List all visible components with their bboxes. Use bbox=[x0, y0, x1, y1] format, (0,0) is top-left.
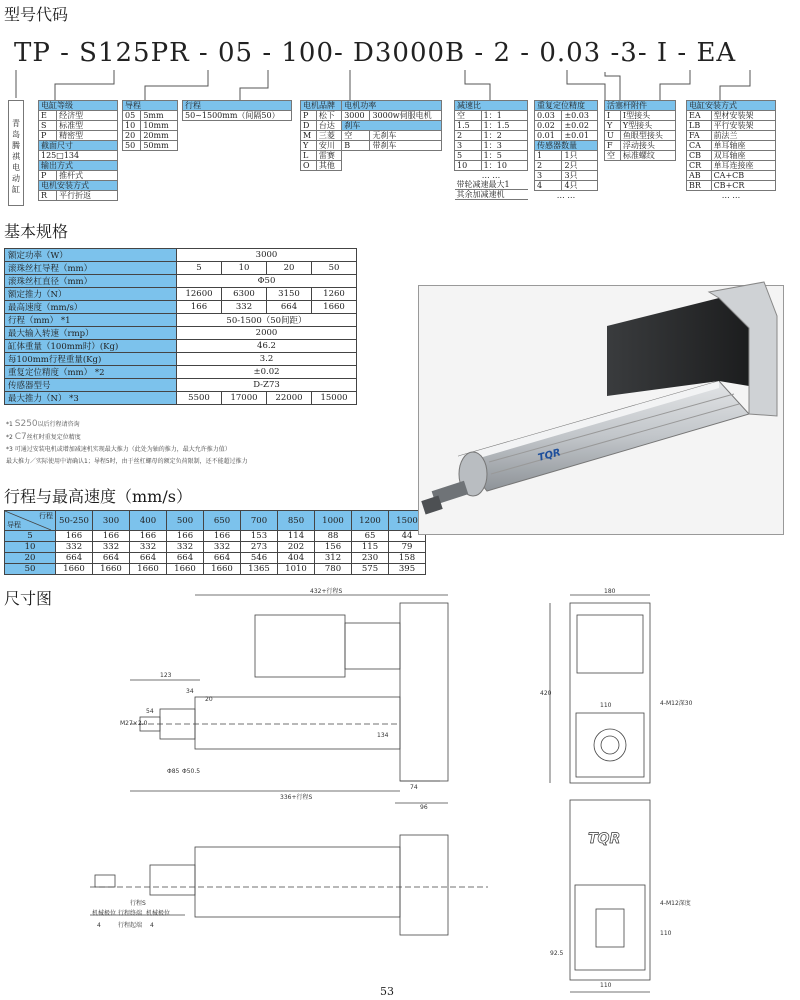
spec-value: 332 bbox=[222, 301, 267, 314]
dim-54: 54 bbox=[146, 708, 154, 715]
rod-end-code: F bbox=[605, 141, 621, 151]
series-header: 电缸等级 bbox=[39, 101, 118, 111]
lead-cell: 50 bbox=[5, 564, 56, 575]
accuracy-code: 0.02 bbox=[535, 121, 562, 131]
speed-cell: 664 bbox=[93, 553, 130, 564]
stroke-header-cell: 50-250 bbox=[56, 511, 93, 531]
speed-cell: 166 bbox=[93, 531, 130, 542]
spec-table bbox=[4, 248, 357, 405]
spec-value: 50-1500（50间距） bbox=[177, 314, 357, 327]
speed-corner-cell bbox=[5, 511, 56, 531]
spec-value: ±0.02 bbox=[177, 366, 357, 379]
dim-phi85: Φ85 bbox=[167, 768, 180, 775]
motor-mount-header: 电机安装方式 bbox=[39, 181, 118, 191]
speed-cell: 395 bbox=[389, 564, 426, 575]
install-code: FA bbox=[687, 131, 712, 141]
label-4b: 4 bbox=[150, 922, 154, 929]
brand-code: P bbox=[301, 111, 317, 121]
speed-cell: 332 bbox=[204, 542, 241, 553]
ratio-desc: 1：10 bbox=[481, 161, 527, 171]
dim-phi50: Φ50.5 bbox=[182, 768, 201, 775]
speed-cell: 312 bbox=[315, 553, 352, 564]
spec-label: 缸体重量（100mm时）(Kg) bbox=[5, 340, 177, 353]
note-mark: *1 bbox=[6, 421, 13, 428]
stroke-header-cell: 1500 bbox=[389, 511, 426, 531]
brake-desc: 无刹车 bbox=[370, 131, 442, 141]
speed-cell: 575 bbox=[352, 564, 389, 575]
speed-cell: 332 bbox=[56, 542, 93, 553]
drawing-cylinder-body bbox=[195, 697, 400, 749]
install-code: BR bbox=[687, 181, 712, 191]
spec-label: 行程（mm） *1 bbox=[5, 314, 177, 327]
corner-bottom-label: 导程 bbox=[7, 521, 21, 529]
install-table bbox=[686, 100, 776, 200]
stroke-header-cell: 1200 bbox=[352, 511, 389, 531]
spec-label: 重复定位精度（mm） *2 bbox=[5, 366, 177, 379]
spec-value: 20 bbox=[267, 262, 312, 275]
ratio-desc: 1：2 bbox=[481, 131, 527, 141]
brand-code: Y bbox=[301, 141, 317, 151]
actuator-illustration bbox=[419, 286, 783, 534]
spec-value: Φ50 bbox=[177, 275, 357, 288]
speed-cell: 332 bbox=[167, 542, 204, 553]
label-stroke-end: 行程终端 bbox=[118, 910, 143, 917]
section-title-model-code: 型号代码 bbox=[4, 5, 69, 24]
speed-cell: 114 bbox=[278, 531, 315, 542]
dim-34: 34 bbox=[186, 688, 194, 695]
install-desc: 双耳轴座 bbox=[711, 151, 775, 161]
spec-value: 3150 bbox=[267, 288, 312, 301]
lead-desc: 5mm bbox=[141, 111, 178, 121]
note-big: C7 bbox=[14, 432, 27, 442]
sensor-code: 2 bbox=[535, 161, 562, 171]
spec-value: 3.2 bbox=[177, 353, 357, 366]
brand-desc: 安川 bbox=[316, 141, 341, 151]
power-code: 3000 bbox=[342, 111, 370, 121]
note-text: 以后行程请咨询 bbox=[37, 421, 80, 428]
dim-96: 96 bbox=[420, 804, 428, 811]
dim-110b: 110 bbox=[660, 930, 672, 937]
dim-bottom-length: 336+行程S bbox=[280, 794, 313, 801]
speed-cell: 332 bbox=[93, 542, 130, 553]
install-desc: 单耳连接座 bbox=[711, 161, 775, 171]
spec-value: 1260 bbox=[312, 288, 357, 301]
rod-end-desc: 标准螺纹 bbox=[620, 151, 675, 161]
spec-label: 滚珠丝杠导程（mm） bbox=[5, 262, 177, 275]
ratio-code: 1.5 bbox=[455, 121, 482, 131]
output-header: 输出方式 bbox=[39, 161, 118, 171]
spec-value: 6300 bbox=[222, 288, 267, 301]
label-4a: 4 bbox=[97, 922, 101, 929]
ratio-table bbox=[454, 100, 528, 200]
label-stroke-s: 行程S bbox=[130, 900, 146, 907]
ratio-note1: 带轮减速最大1 bbox=[455, 180, 528, 190]
speed-cell: 1660 bbox=[56, 564, 93, 575]
install-code: LB bbox=[687, 121, 712, 131]
speed-cell: 1660 bbox=[204, 564, 241, 575]
spec-label: 滚珠丝杠直径（mm） bbox=[5, 275, 177, 288]
ratio-desc: 1：3 bbox=[481, 141, 527, 151]
install-desc: CB+CR bbox=[711, 181, 775, 191]
section-header: 截面尺寸 bbox=[39, 141, 118, 151]
install-code: CA bbox=[687, 141, 712, 151]
speed-cell: 202 bbox=[278, 542, 315, 553]
install-code: CR bbox=[687, 161, 712, 171]
rod-end-code: U bbox=[605, 131, 621, 141]
dim-123: 123 bbox=[160, 672, 172, 679]
speed-cell: 1660 bbox=[93, 564, 130, 575]
speed-cell: 1660 bbox=[130, 564, 167, 575]
product-title-text: 青岛腾祺电动缸 bbox=[11, 119, 21, 196]
speed-cell: 153 bbox=[241, 531, 278, 542]
note-big: S250 bbox=[14, 419, 38, 429]
brake-header: 刹车 bbox=[342, 121, 442, 131]
label-mech-limit-1: 机械极位 bbox=[92, 910, 117, 917]
spec-label: 最高速度（mm/s） bbox=[5, 301, 177, 314]
lead-code: 50 bbox=[123, 141, 141, 151]
motor-power-header: 电机功率 bbox=[342, 101, 442, 111]
motor-mount-desc: 平行折返 bbox=[57, 191, 118, 201]
rod-end-table bbox=[604, 100, 676, 161]
spec-label: 额定推力（N） bbox=[5, 288, 177, 301]
output-code: P bbox=[39, 171, 57, 181]
accuracy-desc: ±0.02 bbox=[562, 121, 598, 131]
speed-cell: 65 bbox=[352, 531, 389, 542]
note-mark: *2 bbox=[6, 434, 13, 441]
sensor-desc: 4只 bbox=[562, 181, 598, 191]
sensor-desc: 3只 bbox=[562, 171, 598, 181]
dim-134: 134 bbox=[377, 732, 389, 739]
accuracy-table bbox=[534, 100, 598, 200]
brand-code: D bbox=[301, 121, 317, 131]
brand-desc: 雷赛 bbox=[316, 151, 341, 161]
accuracy-desc: ±0.01 bbox=[562, 131, 598, 141]
spec-label: 每100mm行程重量(Kg) bbox=[5, 353, 177, 366]
drawing-motor-housing bbox=[400, 603, 448, 781]
product-title-vertical bbox=[8, 100, 24, 206]
sensor-code: 4 bbox=[535, 181, 562, 191]
dim-74: 74 bbox=[410, 784, 418, 791]
lead-cell: 5 bbox=[5, 531, 56, 542]
note-text: 可通过安装电机或增加减速机实现最大推力（此处为轴的推力，最大允许推力值） bbox=[14, 446, 231, 453]
rod-end-code: Y bbox=[605, 121, 621, 131]
dim-total-length: 432+行程S bbox=[310, 588, 343, 595]
ratio-code: 10 bbox=[455, 161, 482, 171]
ratio-code: 3 bbox=[455, 141, 482, 151]
note-text: 丝杠时重复定位精度 bbox=[26, 434, 81, 441]
speed-cell: 273 bbox=[241, 542, 278, 553]
lead-cell: 10 bbox=[5, 542, 56, 553]
series-table bbox=[38, 100, 118, 201]
speed-cell: 1010 bbox=[278, 564, 315, 575]
ratio-code: 2 bbox=[455, 131, 482, 141]
rod-end-code: 空 bbox=[605, 151, 621, 161]
stroke-header-cell: 650 bbox=[204, 511, 241, 531]
brake-desc: 带刹车 bbox=[370, 141, 442, 151]
series-code: P bbox=[39, 131, 57, 141]
brand-code: L bbox=[301, 151, 317, 161]
spec-value: 5500 bbox=[177, 392, 222, 405]
dim-m27: M27×2.0 bbox=[120, 720, 148, 727]
lead-desc: 50mm bbox=[141, 141, 178, 151]
label-mech-limit-2: 机械极位 bbox=[146, 910, 171, 917]
lead-desc: 20mm bbox=[141, 131, 178, 141]
speed-cell: 79 bbox=[389, 542, 426, 553]
spec-value: 10 bbox=[222, 262, 267, 275]
label-stroke-start: 行程起端 bbox=[118, 922, 143, 929]
sensor-code: 1 bbox=[535, 151, 562, 161]
series-desc: 经济型 bbox=[57, 111, 118, 121]
dim-420: 420 bbox=[540, 690, 552, 697]
drawing-housing-2 bbox=[400, 835, 448, 935]
speed-cell: 156 bbox=[315, 542, 352, 553]
sensor-code: 3 bbox=[535, 171, 562, 181]
spec-value: 166 bbox=[177, 301, 222, 314]
speed-cell: 1660 bbox=[167, 564, 204, 575]
speed-cell: 166 bbox=[167, 531, 204, 542]
spec-value: 12600 bbox=[177, 288, 222, 301]
brand-code: M bbox=[301, 131, 317, 141]
lead-code: 20 bbox=[123, 131, 141, 141]
install-desc: 平行安装架 bbox=[711, 121, 775, 131]
series-code: E bbox=[39, 111, 57, 121]
series-desc: 标准型 bbox=[57, 121, 118, 131]
drawing-motor bbox=[255, 615, 345, 677]
ratio-desc: 1：1.5 bbox=[481, 121, 527, 131]
ratio-code: 5 bbox=[455, 151, 482, 161]
stroke-header-cell: 1000 bbox=[315, 511, 352, 531]
ratio-dots: … … bbox=[481, 171, 501, 180]
section-value: 125□134 bbox=[39, 151, 118, 161]
drawing-end-view-top bbox=[570, 603, 650, 783]
install-header: 电缸安装方式 bbox=[687, 101, 776, 111]
rod-end-desc: I型接头 bbox=[620, 111, 675, 121]
speed-cell: 332 bbox=[130, 542, 167, 553]
photo-logo: TQR bbox=[536, 447, 563, 464]
speed-cell: 158 bbox=[389, 553, 426, 564]
speed-cell: 1365 bbox=[241, 564, 278, 575]
dim-110a: 110 bbox=[600, 702, 612, 709]
rod-end-header: 活塞杆附件 bbox=[605, 101, 676, 111]
rod-end-desc: 浮动接头 bbox=[620, 141, 675, 151]
install-desc: 型材安装架 bbox=[711, 111, 775, 121]
dim-180: 180 bbox=[604, 588, 616, 595]
lead-desc: 10mm bbox=[141, 121, 178, 131]
motor-table bbox=[300, 100, 442, 171]
spec-value: D-Z73 bbox=[177, 379, 357, 392]
motor-mount-code: R bbox=[39, 191, 57, 201]
brand-desc: 松下 bbox=[316, 111, 341, 121]
drawing-logo: TQR bbox=[588, 831, 621, 847]
dim-92-5: 92.5 bbox=[550, 950, 564, 957]
stroke-header-cell: 300 bbox=[93, 511, 130, 531]
note-mark: *3 bbox=[6, 446, 13, 453]
ratio-code: 空 bbox=[455, 111, 482, 121]
spec-label: 最大输入转速（rmp） bbox=[5, 327, 177, 340]
dim-20: 20 bbox=[205, 696, 213, 703]
sensor-desc: 2只 bbox=[562, 161, 598, 171]
stroke-header-cell: 500 bbox=[167, 511, 204, 531]
speed-cell: 780 bbox=[315, 564, 352, 575]
lead-header: 导程 bbox=[123, 101, 178, 111]
note-line bbox=[6, 418, 248, 431]
speed-cell: 664 bbox=[204, 553, 241, 564]
stroke-value: 50~1500mm（间隔50） bbox=[183, 111, 292, 121]
drawing-end-view-bottom bbox=[570, 800, 650, 980]
brand-desc: 三菱 bbox=[316, 131, 341, 141]
spec-value: 664 bbox=[267, 301, 312, 314]
install-code: CB bbox=[687, 151, 712, 161]
speed-cell: 546 bbox=[241, 553, 278, 564]
stroke-table bbox=[182, 100, 292, 121]
note-line bbox=[6, 431, 248, 444]
stroke-header: 行程 bbox=[183, 101, 292, 111]
spec-value: 17000 bbox=[222, 392, 267, 405]
speed-cell: 44 bbox=[389, 531, 426, 542]
spec-value: 3000 bbox=[177, 249, 357, 262]
spec-value: 2000 bbox=[177, 327, 357, 340]
dimension-drawing bbox=[0, 585, 800, 989]
speed-cell: 115 bbox=[352, 542, 389, 553]
ratio-desc: 1：5 bbox=[481, 151, 527, 161]
section-title-dimension: 尺寸图 bbox=[4, 589, 53, 608]
lead-table bbox=[122, 100, 178, 151]
speed-cell: 404 bbox=[278, 553, 315, 564]
output-desc: 推杆式 bbox=[57, 171, 118, 181]
lead-code: 05 bbox=[123, 111, 141, 121]
corner-top-label: 行程 bbox=[39, 512, 53, 520]
dim-110c: 110 bbox=[600, 982, 612, 989]
sensor-header: 传感器数量 bbox=[535, 141, 598, 151]
power-desc: 3000w伺服电机 bbox=[370, 111, 442, 121]
brand-code: O bbox=[301, 161, 317, 171]
spec-notes bbox=[6, 418, 248, 468]
speed-cell: 664 bbox=[167, 553, 204, 564]
install-dots: … … bbox=[721, 191, 741, 200]
spec-value: 1660 bbox=[312, 301, 357, 314]
rod-end-code: I bbox=[605, 111, 621, 121]
stroke-header-cell: 400 bbox=[130, 511, 167, 531]
speed-table bbox=[4, 510, 426, 575]
accuracy-code: 0.03 bbox=[535, 111, 562, 121]
stroke-header-cell: 850 bbox=[278, 511, 315, 531]
lead-code: 10 bbox=[123, 121, 141, 131]
page-number: 53 bbox=[380, 985, 394, 998]
speed-cell: 664 bbox=[130, 553, 167, 564]
series-desc: 精密型 bbox=[57, 131, 118, 141]
spec-value: 15000 bbox=[312, 392, 357, 405]
accuracy-desc: ±0.03 bbox=[562, 111, 598, 121]
ratio-header: 减速比 bbox=[455, 101, 528, 111]
accuracy-header: 重复定位精度 bbox=[535, 101, 598, 111]
model-code-string: TP - S125PR - 05 - 100- D3000B - 2 - 0.03 -3- I - EA bbox=[14, 38, 737, 68]
rod-end-desc: 鱼眼型接头 bbox=[620, 131, 675, 141]
speed-cell: 166 bbox=[56, 531, 93, 542]
lead-cell: 20 bbox=[5, 553, 56, 564]
series-code: S bbox=[39, 121, 57, 131]
speed-cell: 166 bbox=[204, 531, 241, 542]
install-desc: 前法兰 bbox=[711, 131, 775, 141]
product-photo bbox=[418, 285, 784, 535]
spec-label: 最大推力（N） *3 bbox=[5, 392, 177, 405]
sensor-dots: … … bbox=[556, 191, 576, 200]
install-desc: CA+CB bbox=[711, 171, 775, 181]
dim-m12-bottom: 4-M12深度 bbox=[660, 900, 691, 907]
speed-cell: 166 bbox=[130, 531, 167, 542]
speed-cell: 230 bbox=[352, 553, 389, 564]
spec-value: 46.2 bbox=[177, 340, 357, 353]
stroke-header-cell: 700 bbox=[241, 511, 278, 531]
install-desc: 单耳轴座 bbox=[711, 141, 775, 151]
ratio-note2: 其余加减速机 bbox=[455, 190, 528, 200]
install-code: AB bbox=[687, 171, 712, 181]
brand-desc: 台达 bbox=[316, 121, 341, 131]
spec-label: 额定功率（W） bbox=[5, 249, 177, 262]
brake-code: B bbox=[342, 141, 370, 151]
rod-end-desc: Y型接头 bbox=[620, 121, 675, 131]
install-code: EA bbox=[687, 111, 712, 121]
code-connector-lines bbox=[0, 62, 800, 102]
speed-cell: 88 bbox=[315, 531, 352, 542]
accuracy-code: 0.01 bbox=[535, 131, 562, 141]
brake-code: 空 bbox=[342, 131, 370, 141]
section-title-basic-spec: 基本规格 bbox=[4, 222, 69, 241]
ratio-desc: 1：1 bbox=[481, 111, 527, 121]
spec-value: 5 bbox=[177, 262, 222, 275]
spec-value: 22000 bbox=[267, 392, 312, 405]
note-line bbox=[6, 444, 248, 456]
note-text: 最大推力／实际使用中请确认1；导程5时，由于丝杠螺母的额定负荷限制，还不能超过推力 bbox=[6, 458, 248, 465]
brand-desc: 其他 bbox=[316, 161, 341, 171]
dim-m12-top: 4-M12深30 bbox=[660, 700, 693, 707]
speed-cell: 664 bbox=[56, 553, 93, 564]
section-title-speed: 行程与最高速度（mm/s） bbox=[4, 487, 192, 506]
spec-value: 50 bbox=[312, 262, 357, 275]
note-line bbox=[6, 456, 248, 468]
sensor-desc: 1只 bbox=[562, 151, 598, 161]
motor-brand-header: 电机品牌 bbox=[301, 101, 342, 111]
spec-label: 传感器型号 bbox=[5, 379, 177, 392]
